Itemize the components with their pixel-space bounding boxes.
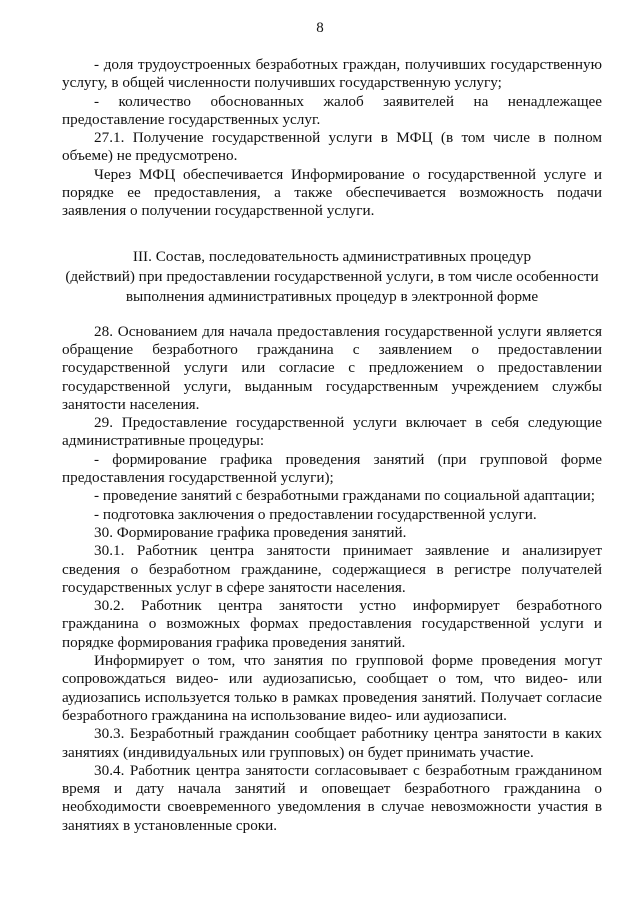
list-item-classes: - проведение занятий с безработными гражданами по социальной адаптации; bbox=[94, 487, 595, 505]
list-item-conclusion: - подготовка заключения о предоставлении государственной услуги. bbox=[94, 505, 537, 523]
paragraph-share-employed: - доля трудоустроенных безработных граждан, получивших государственную услугу, в общей численности получивших государственную услугу; bbox=[62, 56, 602, 92]
paragraph-30-4: 30.4. Работник центра занятости согласовывает с безработным гражданином время и дату начала занятий и оповещает безработного гражданина о необходимости своевременного уведомления в случае невозможности участия в занятиях в установленные сроки. bbox=[62, 761, 602, 834]
paragraph-30-3: 30.3. Безработный гражданин сообщает работнику центра занятости в каких занятиях (индивидуальных или групповых) он будет принимать участие. bbox=[62, 725, 602, 761]
paragraph-28: 28. Основанием для начала предоставления государственной услуги является обращение безработного гражданина с заявлением о предоставлении государственной услуги или согласие с предложением о предоставлении государственной услуги, выданным государственным учреждением службы занятости населения. bbox=[62, 322, 602, 413]
document-body bbox=[62, 56, 602, 835]
paragraph-29: 29. Предоставление государственной услуги включает в себя следующие административные процедуры: bbox=[62, 414, 602, 450]
paragraph-video-recording: Информирует о том, что занятия по групповой форме проведения могут сопровождаться видео- или аудиозаписью, сообщает о том, что видео- или аудиозапись используется только в рамках проведения занятий. Получает согласие безработного гражданина на использование видео- или аудиозаписи. bbox=[62, 652, 602, 724]
section-heading-line: III. Состав, последовательность административных процедур bbox=[132, 247, 532, 265]
section-heading bbox=[62, 247, 602, 307]
paragraph-complaints-count: - количество обоснованных жалоб заявителей на ненадлежащее предоставление государственных услуг. bbox=[62, 92, 602, 128]
paragraph-27-1: 27.1. Получение государственной услуги в МФЦ (в том числе в полном объеме) не предусмотрено. bbox=[62, 129, 602, 165]
paragraph-mfc-info: Через МФЦ обеспечивается Информирование о государственной услуге и порядке ее предоставления, а также обеспечивается возможность подачи заявления о получении государственной услуги. bbox=[62, 165, 602, 220]
page-number: 8 bbox=[316, 20, 324, 36]
section-heading-line: (действий) при предоставлении государственной услуги, в том числе особенности bbox=[65, 267, 599, 285]
paragraph-30-2: 30.2. Работник центра занятости устно информирует безработного гражданина о возможных формах предоставления государственной услуги и порядке формирования графика проведения занятий. bbox=[62, 597, 602, 651]
paragraph-30: 30. Формирование графика проведения занятий. bbox=[94, 523, 407, 541]
paragraph-30-1: 30.1. Работник центра занятости принимает заявление и анализирует сведения о безработном гражданине, содержащиеся в регистре получателей государственных услуг в сфере занятости населения. bbox=[62, 542, 602, 596]
list-item-schedule: - формирование графика проведения занятий (при групповой форме предоставления государственной услуги); bbox=[62, 450, 602, 487]
section-heading-line: выполнения административных процедур в электронной форме bbox=[125, 287, 539, 305]
